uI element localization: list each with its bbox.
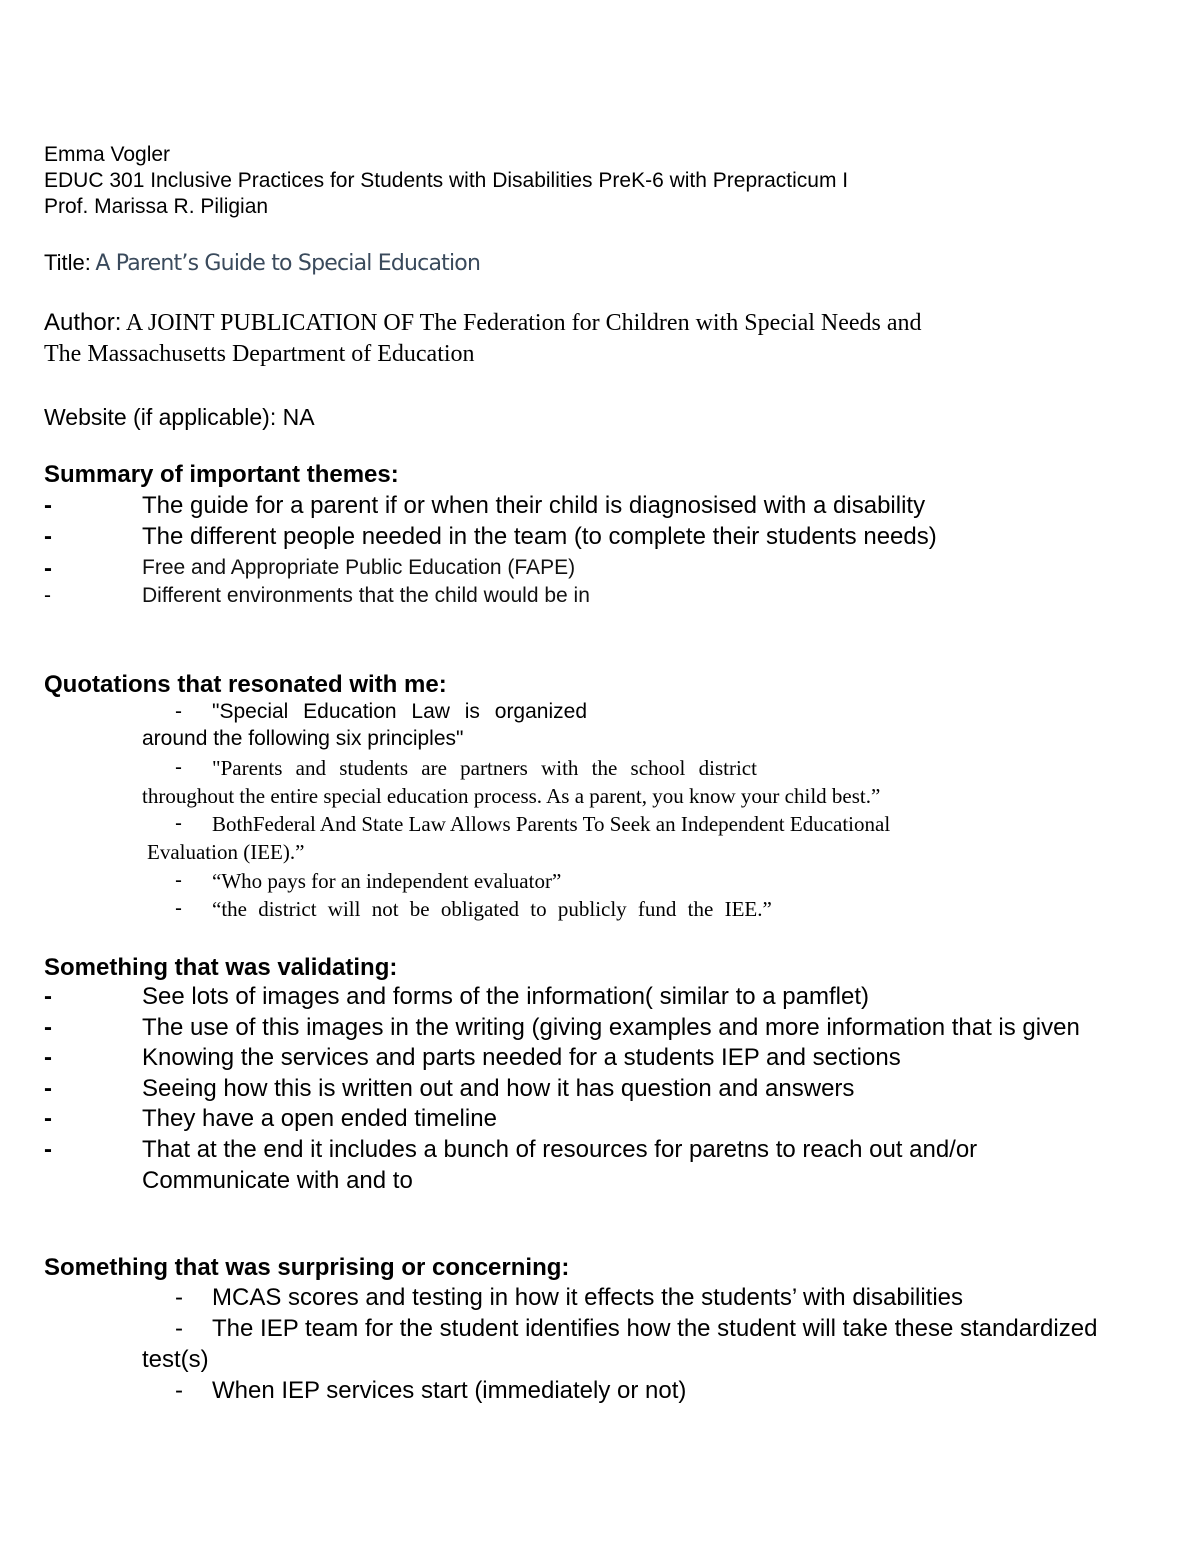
quote-1-line-2: around the following six principles" [142, 727, 464, 750]
bullet-dash: - [44, 1136, 52, 1163]
validating-item: See lots of images and forms of the information( similar to a pamflet) [142, 983, 869, 1010]
professor-line: Prof. Marissa R. Piligian [44, 195, 269, 218]
validating-heading: Something that was validating: [44, 954, 398, 981]
theme-item: The guide for a parent if or when their child is diagnosised with a disability [142, 492, 926, 519]
author-line-1: A JOINT PUBLICATION OF The Federation for Children with Special Needs and [125, 310, 922, 336]
bullet-dash: - [175, 869, 182, 892]
validating-item-continuation: Communicate with and to [142, 1167, 413, 1194]
themes-heading: Summary of important themes: [44, 461, 399, 488]
surprising-heading: Something that was surprising or concerning: [44, 1254, 570, 1281]
bullet-dash: - [44, 584, 51, 607]
quote-5: “the district will not be obligated to publicly fund the IEE.” [212, 897, 772, 921]
validating-item: That at the end it includes a bunch of resources for paretns to reach out and/or [142, 1136, 978, 1163]
quote-3-line-2: Evaluation (IEE).” [147, 840, 305, 864]
bullet-dash: - [44, 492, 52, 519]
author-label: Author: [44, 309, 122, 336]
bullet-dash: - [175, 1377, 183, 1404]
validating-item: Knowing the services and parts needed for a students IEP and sections [142, 1044, 901, 1071]
bullet-dash: - [175, 700, 182, 723]
bullet-dash: - [175, 1284, 183, 1311]
student-name: Emma Vogler [44, 143, 171, 166]
author-line-2: The Massachusetts Department of Education [44, 341, 475, 367]
quote-2-line-2: throughout the entire special education process. As a parent, you know your child best.” [142, 784, 881, 808]
validating-item: They have a open ended timeline [142, 1105, 497, 1132]
title-label: Title: [44, 250, 91, 275]
bullet-dash: - [175, 1315, 183, 1342]
bullet-dash: - [44, 555, 52, 582]
bullet-dash: - [44, 1044, 52, 1071]
surprising-item-1: MCAS scores and testing in how it effects the students’ with disabilities [212, 1284, 964, 1311]
validating-item: The use of this images in the writing (giving examples and more information that is given [142, 1014, 1080, 1041]
quotations-heading: Quotations that resonated with me: [44, 671, 447, 698]
bullet-dash: - [44, 523, 52, 550]
bullet-dash: - [44, 1105, 52, 1132]
quote-1-line-1: "Special Education Law is organized [212, 700, 587, 723]
bullet-dash: - [44, 1014, 52, 1041]
theme-item: The different people needed in the team (to complete their students needs) [142, 523, 937, 550]
theme-item: Different environments that the child would be in [142, 584, 590, 607]
author-row [44, 309, 922, 337]
validating-item: Seeing how this is written out and how it has question and answers [142, 1075, 855, 1102]
surprising-item-2-line-2: test(s) [142, 1346, 209, 1373]
surprising-item-2-line-1: The IEP team for the student identifies how the student will take these standardized [212, 1315, 1098, 1342]
title-row [44, 250, 480, 276]
course-line: EDUC 301 Inclusive Practices for Students with Disabilities PreK-6 with Prepracticum I [44, 169, 849, 192]
bullet-dash: - [44, 983, 52, 1010]
bullet-dash: - [175, 812, 182, 835]
surprising-item-3: When IEP services start (immediately or not) [212, 1377, 687, 1404]
title-value: A Parent’s Guide to Special Education [95, 251, 481, 276]
quote-2-line-1: "Parents and students are partners with the school district [212, 756, 757, 780]
quote-4: “Who pays for an independent evaluator” [212, 869, 562, 893]
website-line: Website (if applicable): NA [44, 404, 315, 430]
bullet-dash: - [44, 1075, 52, 1102]
theme-item: Free and Appropriate Public Education (FAPE) [142, 556, 576, 579]
bullet-dash: - [175, 756, 182, 779]
quote-3-line-1: BothFederal And State Law Allows Parents To Seek an Independent Educational [212, 812, 891, 836]
bullet-dash: - [175, 897, 182, 920]
